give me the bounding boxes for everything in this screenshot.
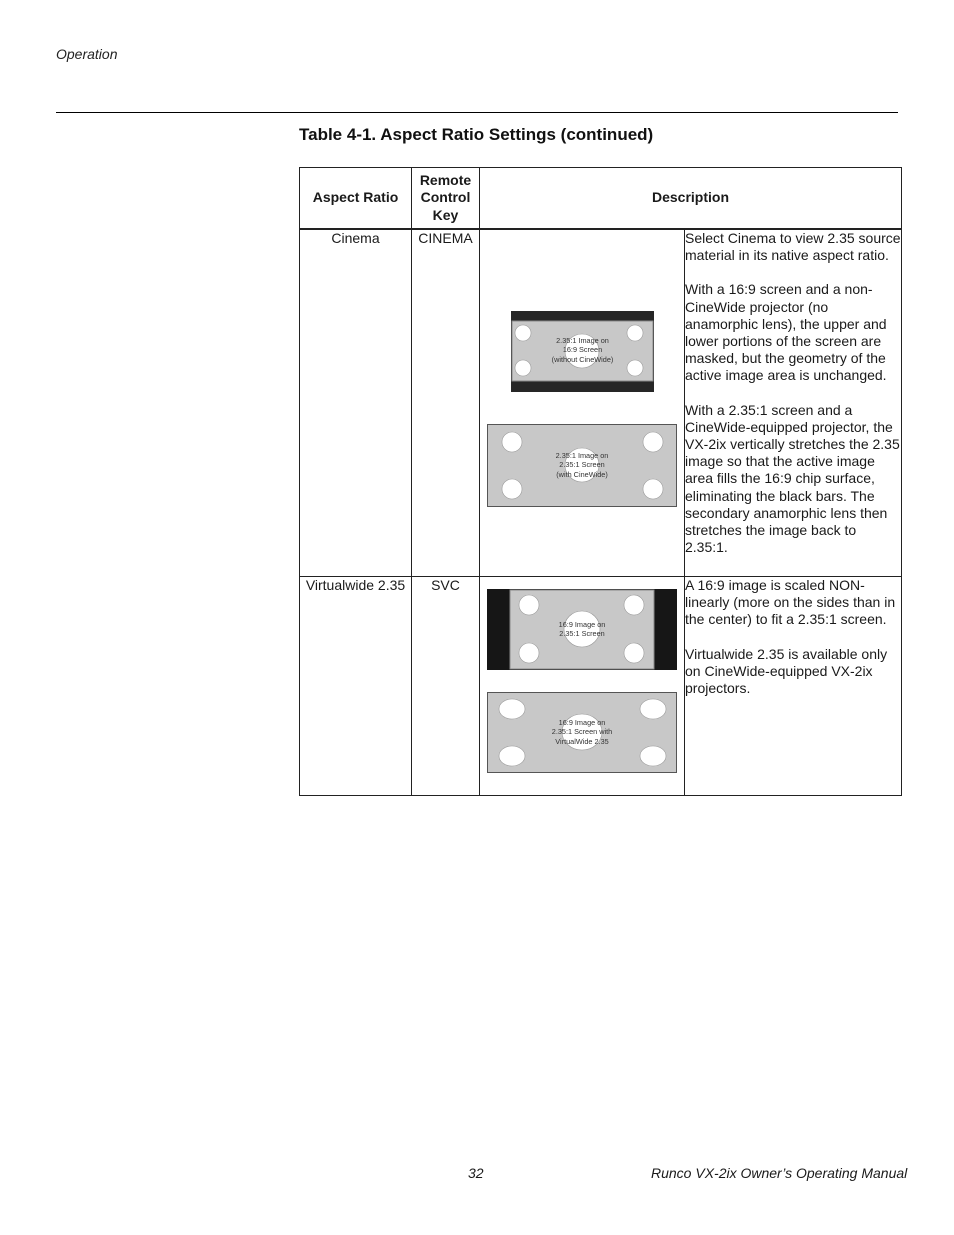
manual-title: Runco VX-2ix Owner’s Operating Manual bbox=[651, 1165, 908, 1181]
column-header-description: Description bbox=[480, 168, 902, 230]
diagram-letterbox bbox=[511, 311, 654, 392]
page-number: 32 bbox=[468, 1165, 484, 1181]
circle-marker bbox=[499, 699, 525, 719]
diagram-cell bbox=[480, 229, 685, 577]
diagram-caption bbox=[487, 451, 677, 479]
diagram-virtualwide bbox=[487, 692, 677, 773]
caption-line: 16:9 Image on bbox=[558, 620, 606, 629]
circle-marker bbox=[643, 432, 663, 452]
remote-key-cell: SVC bbox=[412, 577, 480, 796]
description-cell bbox=[685, 229, 902, 577]
description-paragraph: With a 2.35:1 screen and a CineWide-equipped projector, the VX-2ix vertically stretches the 2.35 image so that the active image area fills the 16:9 chip surface, eliminating the black bars. The secondary anamorphic lens then stretches the image back to 2.35:1. bbox=[685, 401, 900, 556]
column-header-remote-key bbox=[412, 168, 480, 230]
aspect-ratio-table bbox=[299, 167, 902, 796]
circle-marker bbox=[640, 699, 666, 719]
caption-line: (without CineWide) bbox=[551, 354, 614, 364]
column-header-aspect-ratio: Aspect Ratio bbox=[300, 168, 412, 230]
caption-line: 16:9 Screen bbox=[562, 345, 603, 355]
table-row bbox=[300, 229, 902, 577]
caption-line: 2.35:1 Image on bbox=[555, 451, 609, 460]
caption-line: 2.35:1 Screen bbox=[559, 460, 605, 470]
circle-marker bbox=[640, 746, 666, 766]
circle-marker bbox=[502, 432, 522, 452]
caption-line: 2.35:1 Image on bbox=[556, 336, 609, 345]
caption-line: 16:9 Image on bbox=[558, 718, 606, 727]
diagram-cell bbox=[480, 577, 685, 796]
circle-marker bbox=[624, 595, 644, 615]
description-cell bbox=[685, 577, 902, 796]
remote-key-header-text: Remote Control Key bbox=[419, 171, 472, 223]
diagram-caption bbox=[487, 718, 677, 746]
diagram-cinewide bbox=[487, 424, 677, 507]
caption-line: 2.35:1 Screen bbox=[559, 629, 605, 639]
description-paragraph: Select Cinema to view 2.35 source material in its native aspect ratio. bbox=[685, 230, 901, 264]
description-paragraph: Virtualwide 2.35 is available only on CineWide-equipped VX-2ix projectors. bbox=[685, 645, 888, 697]
description-paragraph: A 16:9 image is scaled NON-linearly (more on the sides than in the center) to fit a 2.35:1 screen. bbox=[685, 577, 896, 628]
circle-marker bbox=[624, 643, 644, 663]
aspect-ratio-cell: Cinema bbox=[300, 229, 412, 577]
remote-key-cell: CINEMA bbox=[412, 229, 480, 577]
header-rule bbox=[56, 112, 898, 113]
table-header-row bbox=[300, 168, 902, 230]
circle-marker bbox=[643, 479, 663, 499]
circle-marker bbox=[519, 595, 539, 615]
table-row bbox=[300, 577, 902, 796]
diagram-pillarbox bbox=[487, 589, 677, 670]
circle-marker bbox=[502, 479, 522, 499]
caption-line: (with CineWide) bbox=[556, 469, 608, 479]
diagram-caption bbox=[487, 620, 677, 639]
aspect-ratio-cell: Virtualwide 2.35 bbox=[300, 577, 412, 796]
description-paragraph: With a 16:9 screen and a non-CineWide projector (no anamorphic lens), the upper and lower portions of the screen are masked, but the geometry of the active image area is unchanged. bbox=[685, 281, 887, 384]
diagram-caption bbox=[511, 336, 654, 364]
caption-line: 2.35:1 Screen with bbox=[551, 727, 613, 737]
caption-line: VirtualWide 2.35 bbox=[555, 736, 609, 746]
circle-marker bbox=[519, 643, 539, 663]
table-title: Table 4-1. Aspect Ratio Settings (continued) bbox=[299, 125, 654, 144]
section-label: Operation bbox=[56, 46, 118, 62]
circle-marker bbox=[499, 746, 525, 766]
